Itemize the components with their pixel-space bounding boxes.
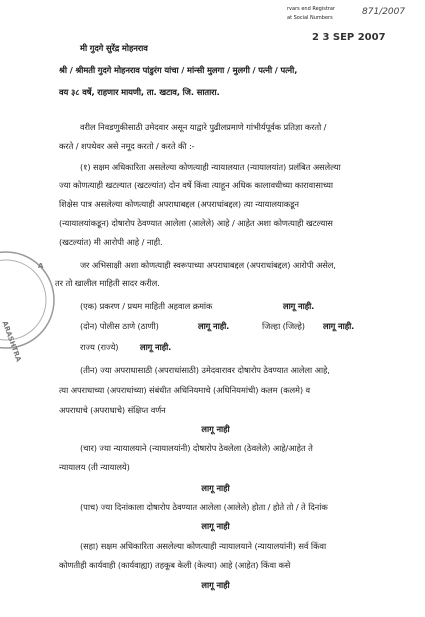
deponent-name-line: मी गुदगे सुरेंद्र मोहनराव: [80, 43, 148, 53]
stamp-date: 2 3 SEP 2007: [312, 32, 386, 43]
item-2-label: (दोन) पोलीस ठाणे (ठाणी): [80, 321, 159, 331]
clause-1-line-5: (खटल्यांत) मी आरोपी आहे / नाही.: [59, 237, 163, 247]
item-1-label: (एक) प्रकरण / प्रथम माहिती अहवाल क्रमांक: [80, 301, 213, 311]
stamp-line-1: rvars end Registrar: [287, 6, 335, 12]
clause-1-line-1: (१) सक्षम अधिकारिता असलेल्या कोणत्याही न्यायालयात (न्यायालयांत) प्रलंबित असलेल्या: [80, 162, 341, 172]
item-5-answer: लागू नाही: [201, 521, 230, 531]
district-answer: लागू नाही.: [323, 321, 355, 331]
parent-line: श्री / श्रीमती गुदगे मोहनराव पांडुरंग यांचा / मांन्सी मुलगा / मुलगी / पत्नी / पत्नी,: [59, 65, 298, 75]
item-6-answer: लागू नाही: [201, 580, 230, 590]
item-6-line-1: (सहा) सक्षम अधिकारिता असलेल्या कोणत्याही न्यायालयाने (न्यायालयांनी) सर्व किंवा: [80, 541, 327, 551]
item-1-answer: लागू नाही.: [283, 301, 315, 311]
state-answer: लागू नाही.: [140, 342, 172, 352]
district-label: जिल्हा (जिल्हे): [262, 321, 305, 331]
condition-line-2: तर तो खालील माहिती सादर करील.: [55, 278, 160, 288]
intro-line-1: वरील निवडणुकीसाठी उमेदवार असून याद्वारे पुढीलप्रमाणे गांभीर्यपूर्वक प्रतिज्ञा करतो /: [80, 122, 327, 132]
item-3-line-1: (तीन) ज्या अपराधासाठी (अपराधांसाठी) उमेदवारावर दोषारोप ठेवण्यात आलेला आहे,: [80, 365, 330, 375]
clause-1-line-4: (न्यायालयांकडून) दोषारोप ठेवण्यात आलेला (आलेले) आहे / आहेत अशा कोणत्याही खटल्यास: [59, 218, 333, 228]
item-6-line-2: कोणतीही कार्यवाही (कार्यवाह्या) तहकूब केली (केल्या) आहे (आहेत) किंवा कसे: [59, 560, 291, 570]
seal-letter: A: [38, 262, 44, 270]
item-4-line-1: (चार) ज्या न्यायालयाने (न्यायालयांनी) दोषारोप ठेवलेला (ठेवलेले) आहे/आहेत ते: [80, 443, 313, 453]
clause-1-line-2: ज्या कोणत्याही खटल्यात (खटल्यांत) दोन वर्षे किंवा त्याहून अधिक कालावधीच्या कारावासाच्या: [59, 180, 333, 190]
state-label: राज्य (राज्ये): [80, 342, 119, 352]
seal-text: ARASHTRA: [0, 320, 23, 363]
intro-line-2: करते / शपथेवर असे नमूद करतो / करते की :-: [59, 141, 195, 151]
age-residence-line: वय ३८ वर्षे, राहणार मायणी, ता. खटाव, जि. सातारा.: [59, 87, 220, 97]
condition-line-1: जर अभिसाक्षी अशा कोणत्याही स्वरूपाच्या अपराधाबद्दल (अपराधांबद्दल) आरोपी असेल,: [80, 260, 336, 270]
item-4-line-2: न्यायालय (ती न्यायालये): [59, 462, 130, 472]
item-3-line-2: त्या अपराधाच्या (अपराधांच्या) संबंधीत अधिनियमाचे (अधिनियमांची) कलम (कलमे) व: [59, 385, 311, 395]
stamp-line-2: at Social Numbers: [287, 15, 333, 21]
item-3-line-3: अपराधाचे (अपराधाचे) संक्षिप्त वर्णन: [59, 405, 166, 415]
item-5-line: (पाच) ज्या दिनांकाला दोषारोप ठेवण्यात आलेला (आलेले) होता / होते तो / ते दिनांक: [80, 502, 328, 512]
item-4-answer: लागू नाही: [201, 483, 230, 493]
item-2-answer: लागू नाही.: [198, 321, 230, 331]
item-3-answer: लागू नाही: [201, 424, 230, 434]
stamp-signature: 871/2007: [362, 7, 406, 17]
clause-1-line-3: शिक्षेस पात्र असलेल्या कोणत्याही अपराधाबद्दल (अपराधांबद्दल) त्या न्यायालयाकडून: [59, 199, 299, 209]
